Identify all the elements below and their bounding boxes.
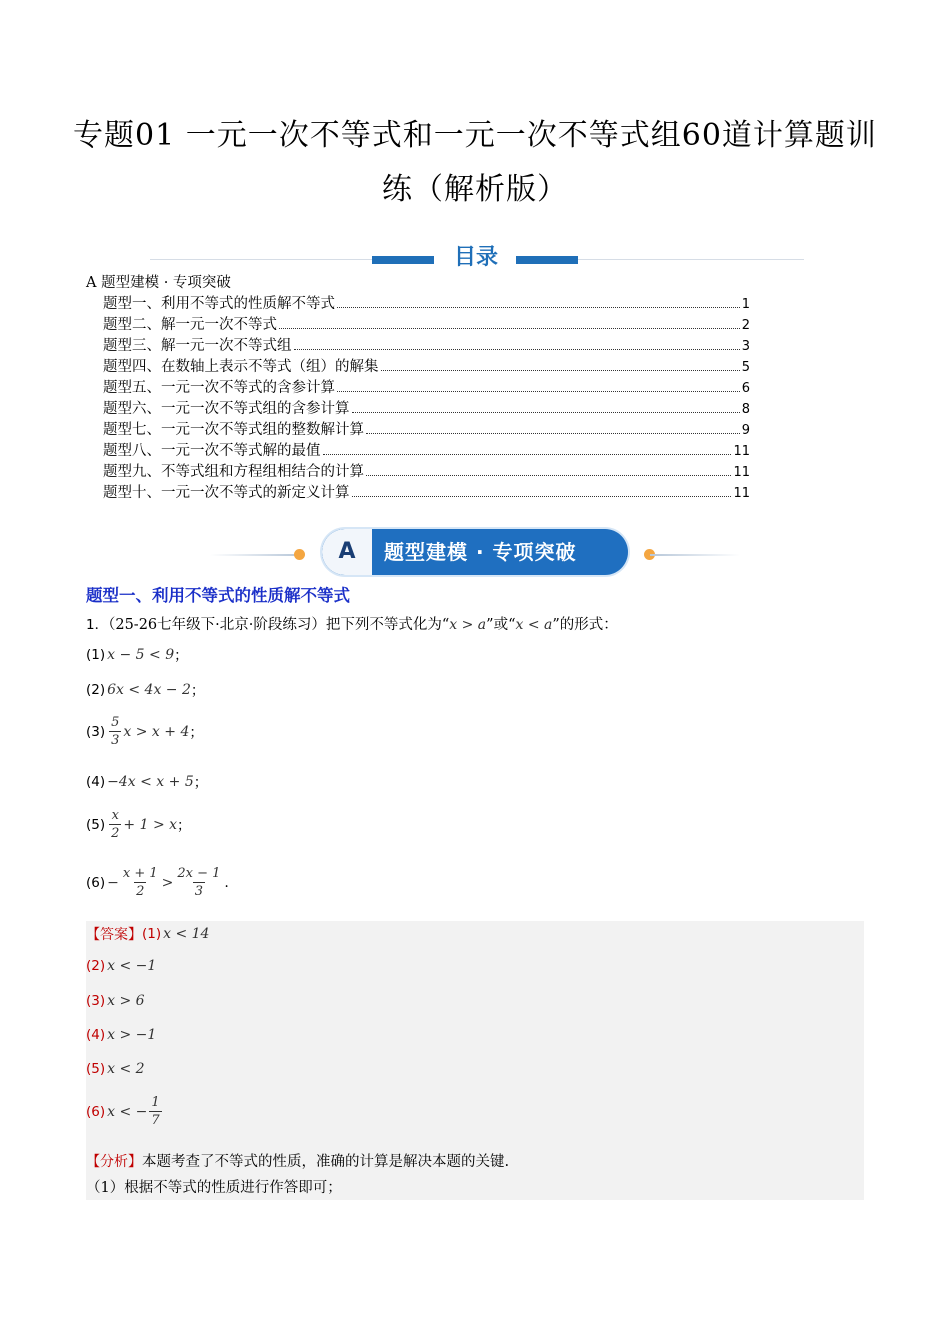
answer-expression: x < −1: [107, 958, 157, 974]
fraction-denominator: 7: [151, 1113, 160, 1128]
toc-accent-right: [516, 256, 578, 264]
fraction-numerator: 2x − 1: [177, 866, 221, 881]
toc-section-label[interactable]: A 题型建模 · 专项突破: [86, 275, 231, 291]
answer-mark: (1): [142, 926, 162, 942]
toc-leader: [323, 453, 732, 455]
banner-text: 题型建模 · 专项突破: [384, 540, 577, 564]
toc-entry[interactable]: [86, 420, 750, 441]
answer-mark: (4): [86, 1027, 106, 1043]
question-source: （25-26七年级下·北京·阶段练习）把下列不等式化为“: [108, 617, 450, 633]
question-item: [86, 772, 208, 792]
toc-entry-label: 题型一、利用不等式的性质解不等式: [103, 296, 335, 312]
toc-entry[interactable]: [86, 441, 750, 462]
answer-fraction: [149, 1094, 161, 1129]
toc-leader: [337, 390, 740, 392]
item-expression: + 1 > x: [123, 816, 178, 833]
item-tail: ；: [190, 683, 205, 699]
section-banner: [0, 529, 950, 575]
item-tail: ；: [174, 648, 189, 664]
answer-item: [86, 1094, 164, 1129]
toc-leader: [279, 327, 740, 329]
fraction-denominator: 3: [111, 733, 120, 748]
form-x-less-a: x < a: [515, 617, 553, 633]
toc-entry-label: 题型三、解一元一次不等式组: [103, 338, 292, 354]
question-item: [86, 714, 203, 749]
toc-divider-right: [578, 259, 804, 260]
item-mark: (5): [86, 816, 106, 833]
toc-leader: [352, 495, 732, 497]
toc-entry[interactable]: [86, 357, 750, 378]
item-fraction: [109, 807, 121, 842]
toc-entry-label: 题型二、解一元一次不等式: [103, 317, 277, 333]
banner-line-left: [210, 554, 300, 556]
toc-entry[interactable]: [86, 399, 750, 420]
item-mark: (3): [86, 723, 106, 740]
answer-mark: (5): [86, 1061, 106, 1077]
toc-entry[interactable]: [86, 462, 750, 483]
form-x-greater-a: x > a: [449, 617, 487, 633]
question-end: ”的形式：: [552, 617, 618, 633]
toc-entry-label: 题型十、一元一次不等式的新定义计算: [103, 485, 350, 501]
toc-entry[interactable]: [86, 336, 750, 357]
item-operator: >: [161, 874, 174, 891]
answer-expression: x < −: [107, 1103, 148, 1120]
item-tail: ；: [189, 724, 204, 741]
question-item: [86, 865, 229, 900]
fraction-denominator: 3: [194, 884, 204, 899]
answer-mark: (3): [86, 993, 106, 1009]
toc-entry-page: 2: [741, 318, 750, 333]
table-of-contents: [86, 273, 750, 504]
toc-entry-page: 9: [741, 423, 750, 438]
section-heading: 题型一、利用不等式的性质解不等式: [86, 586, 350, 605]
toc-entry-page: 11: [733, 486, 750, 501]
toc-entry[interactable]: [86, 378, 750, 399]
answer-expression: x < 14: [163, 926, 210, 942]
item-prefix: −: [107, 874, 119, 891]
item-fraction: [175, 865, 222, 900]
toc-leader: [352, 411, 740, 413]
analysis-text: 本题考查了不等式的性质，准确的计算是解决本题的关键.: [142, 1154, 510, 1170]
document-title-line-1: 专题01 一元一次不等式和一元一次不等式组60道计算题训: [73, 118, 877, 153]
item-fraction: [121, 865, 160, 900]
toc-entry-page: 1: [741, 297, 750, 312]
item-mark: (2): [86, 682, 106, 698]
toc-leader: [337, 306, 740, 308]
item-expression: 6x < 4x − 2: [107, 682, 191, 698]
toc-leader: [294, 348, 740, 350]
analysis-tag: 【分析】: [86, 1154, 142, 1170]
toc-leader: [366, 432, 740, 434]
document-title-line-2: 练（解析版）: [382, 172, 568, 207]
answer-item: [86, 1027, 156, 1043]
question-item: [86, 680, 205, 700]
toc-leader: [366, 474, 731, 476]
item-tail: .: [224, 874, 229, 891]
toc-entry-page: 6: [741, 381, 750, 396]
toc-entry-page: 5: [741, 360, 750, 375]
answer-item: [86, 924, 209, 944]
fraction-numerator: 5: [111, 715, 120, 730]
item-mark: (1): [86, 647, 106, 663]
fraction-numerator: x + 1: [122, 866, 158, 881]
answer-mark: (2): [86, 958, 106, 974]
toc-entry-label: 题型七、一元一次不等式组的整数解计算: [103, 422, 364, 438]
toc-entry-page: 11: [733, 465, 750, 480]
answer-item: [86, 958, 156, 974]
toc-entry-label: 题型六、一元一次不等式组的含参计算: [103, 401, 350, 417]
toc-entry[interactable]: [86, 294, 750, 315]
analysis-step: （1）根据不等式的性质进行作答即可；: [86, 1180, 342, 1196]
toc-entry-label: 题型八、一元一次不等式解的最值: [103, 443, 321, 459]
toc-entry-page: 3: [741, 339, 750, 354]
answer-expression: x > −1: [107, 1027, 157, 1043]
item-mark: (4): [86, 774, 106, 790]
item-tail: ；: [193, 775, 208, 791]
item-expression: x > x + 4: [123, 723, 190, 740]
question-mid: ”或“: [486, 617, 516, 633]
item-mark: (6): [86, 874, 106, 891]
banner-letter: A: [322, 529, 372, 575]
question-number: 1．: [86, 617, 109, 633]
toc-entry-label: 题型四、在数轴上表示不等式（组）的解集: [103, 359, 379, 375]
item-fraction: [109, 714, 121, 749]
question-item: [86, 807, 191, 842]
answer-item: [86, 993, 145, 1009]
fraction-numerator: x: [111, 808, 119, 823]
item-tail: ；: [177, 817, 192, 834]
fraction-numerator: 1: [151, 1095, 160, 1110]
item-expression: −4x < x + 5: [107, 774, 194, 790]
question-item: [86, 645, 188, 665]
toc-entry-label: 题型五、一元一次不等式的含参计算: [103, 380, 335, 396]
toc-entry[interactable]: [86, 483, 750, 504]
fraction-denominator: 2: [136, 884, 145, 899]
toc-accent-left: [372, 256, 434, 264]
analysis-paragraph: [86, 1151, 509, 1173]
toc-divider-left: [150, 259, 372, 260]
answer-tag: 【答案】: [86, 927, 142, 943]
banner-dot-left: [294, 549, 305, 560]
toc-entry-page: 8: [741, 402, 750, 417]
fraction-denominator: 2: [111, 826, 120, 841]
answer-expression: x < 2: [107, 1061, 145, 1077]
answer-item: [86, 1061, 145, 1077]
item-expression: x − 5 < 9: [107, 647, 175, 663]
toc-heading: 目录: [453, 245, 498, 270]
answer-expression: x > 6: [107, 993, 145, 1009]
toc-entry-page: 11: [733, 444, 750, 459]
banner-line-right: [650, 554, 740, 556]
banner-pill: [322, 529, 628, 575]
answer-mark: (6): [86, 1103, 106, 1120]
toc-entry-label: 题型九、不等式组和方程组相结合的计算: [103, 464, 364, 480]
toc-entry[interactable]: [86, 315, 750, 336]
toc-leader: [381, 369, 740, 371]
question-stem: [86, 614, 866, 636]
